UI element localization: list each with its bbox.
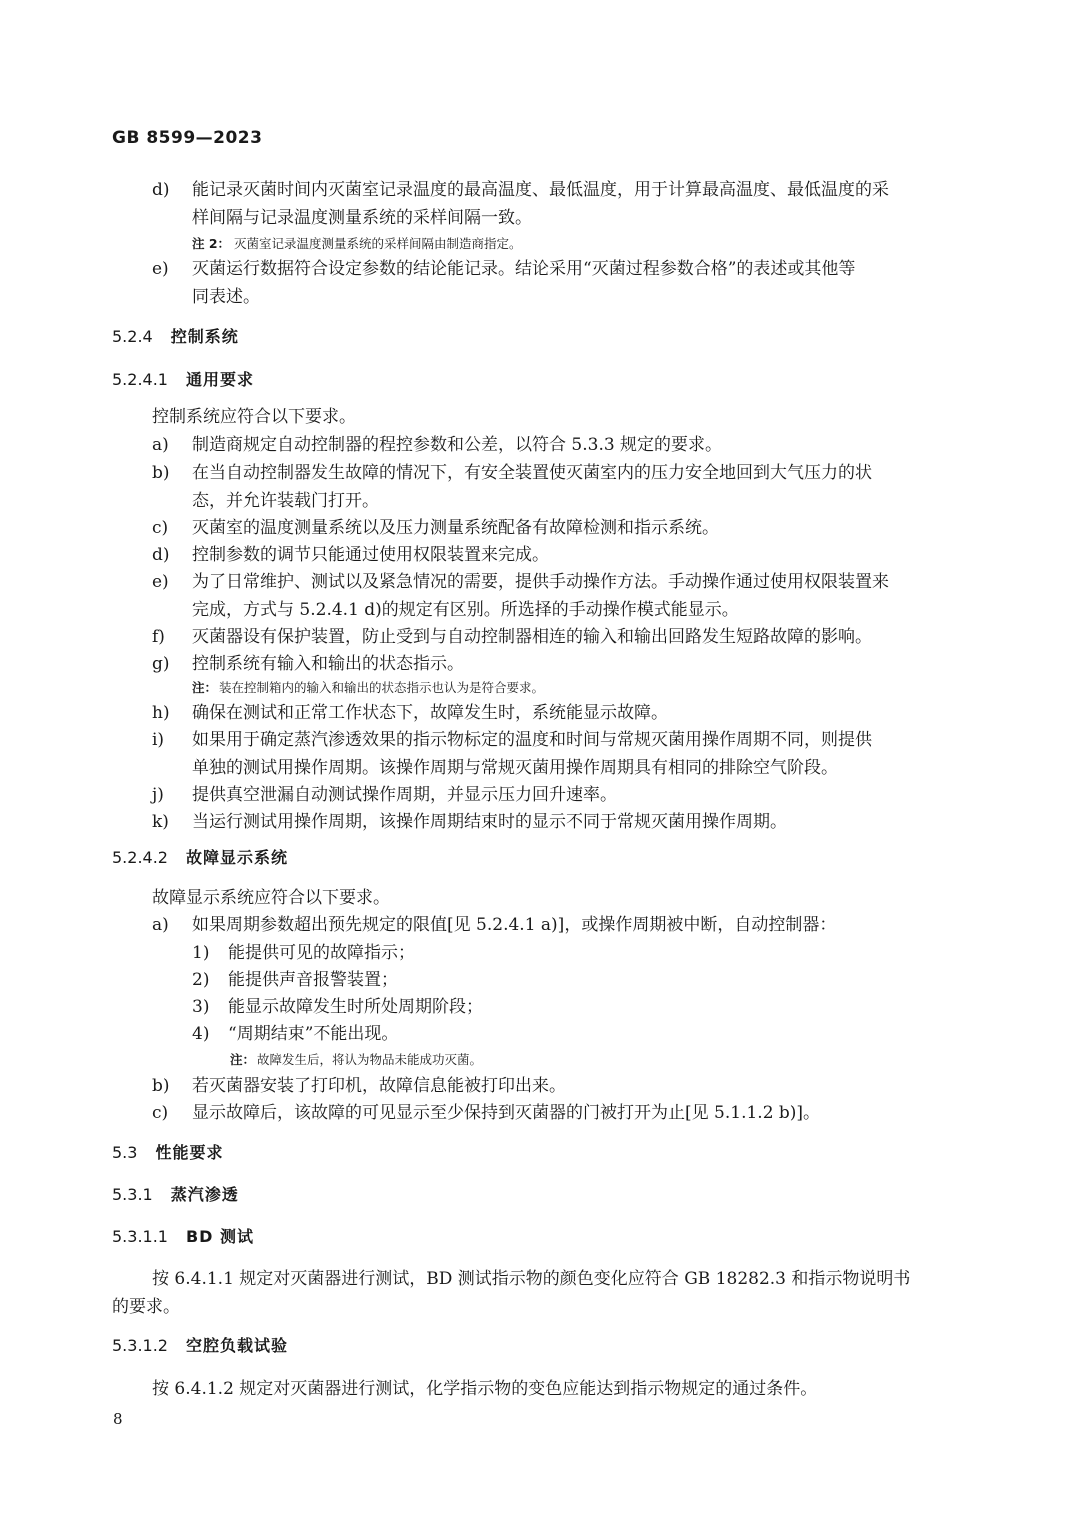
heading-5-2-4: 5.2.4 控制系统	[112, 327, 239, 346]
page-number: 8	[113, 1410, 123, 1428]
heading-5-3-1: 5.3.1 蒸汽渗透	[112, 1185, 239, 1204]
heading-5-3: 5.3 性能要求	[112, 1143, 224, 1162]
heading-5-3-1-2: 5.3.1.2 空腔负载试验	[112, 1336, 288, 1355]
document-code: GB 8599—2023	[112, 128, 263, 148]
heading-5-3-1-1: 5.3.1.1 BD 测试	[112, 1227, 255, 1246]
heading-5-2-4-1: 5.2.4.1 通用要求	[112, 370, 254, 389]
document-page: GB 8599—2023 d) 能记录灭菌时间内灭菌室记录温度的最高温度、最低温度，用于计算最高温度、最低温度的采 样间隔与记录温度测量系统的采样间隔一致。 注 2： 灭菌室记录温度测量系统的采样间隔由制造商指定。 e) 灭菌运行数据符合设定参数的结论能记录。结论采用“灭菌过程参数合格”的表述或其他等 同表述。 5.2.4 控制系统 5.2.4.1 通用要求 控制系统应符合以下要求。 a) 制造商规定自动控制器的程控参数和公差，以符合 5.3.3 规定的要求。 b) 在当自动控制器发生故障的情况下，有安全装置使灭菌室内的压力安全地回到大气压力的状 态，并允许装载门打开。 c) 灭菌室的温度测量系统以及压力测量系统配备有故障检测和指示系统。 d) 控制参数的调节只能通过使用权限装置来完成。 e) 为了日常维护、测试以及紧急情况的需要，提供手动操作方法。手动操作通过使用权限装置来 完成，方式与 5.2.4.1 d)的规定有区别。所选择的手动操作模式能显示。 f) 灭菌器设有保护装置，防止受到与自动控制器相连的输入和输出回路发生短路故障的影响。 g) 控制系统有输入和输出的状态指示。 注： 装在控制箱内的输入和输出的状态指示也认为是符合要求。 h) 确保在测试和正常工作状态下，故障发生时，系统能显示故障。 i) 如果用于确定蒸汽渗透效果的指示物标定的温度和时间与常规灭菌用操作周期不同，则提供 单独的测试用操作周期。该操作周期与常规灭菌用操作周期具有相同的排除空气阶段。 j) 提供真空泄漏自动测试操作周期，并显示压力回升速率。 k) 当运行测试用操作周期，该操作周期结束时的显示不同于常规灭菌用操作周期。 5.2.4.2 故障显示系统 故障显示系统应符合以下要求。 a) 如果周期参数超出预先规定的限值[见 5.2.4.1 a)]，或操作周期被中断，自动控制器： 1) 能提供可见的故障指示； 2) 能提供声音报警装置； 3) 能显示故障发生时所处周期阶段； 4) “周期结束”不能出现。 注： 故障发生后，将认为物品未能成功灭菌。 b) 若灭菌器安装了打印机，故障信息能被打印出来。 c) 显示故障后，该故障的可见显示至少保持到灭菌器的门被打开为止[见 5.1.1.2 b)]。 5.3 性能要求 5.3.1 蒸汽渗透 5.3.1.1 BD 测试 按 6.4.1.1 规定对灭菌器进行测试，BD 测试指示物的颜色变化应符合 GB 18282.3 和指示物说明书 的要求。 5.3.1.2 空腔负载试验 按 6.4.1.2 规定对灭菌器进行测试，化学指示物的变色应能达到指示物规定的通过条件。 8	[112, 128, 911, 1428]
heading-5-2-4-2: 5.2.4.2 故障显示系统	[112, 848, 288, 867]
